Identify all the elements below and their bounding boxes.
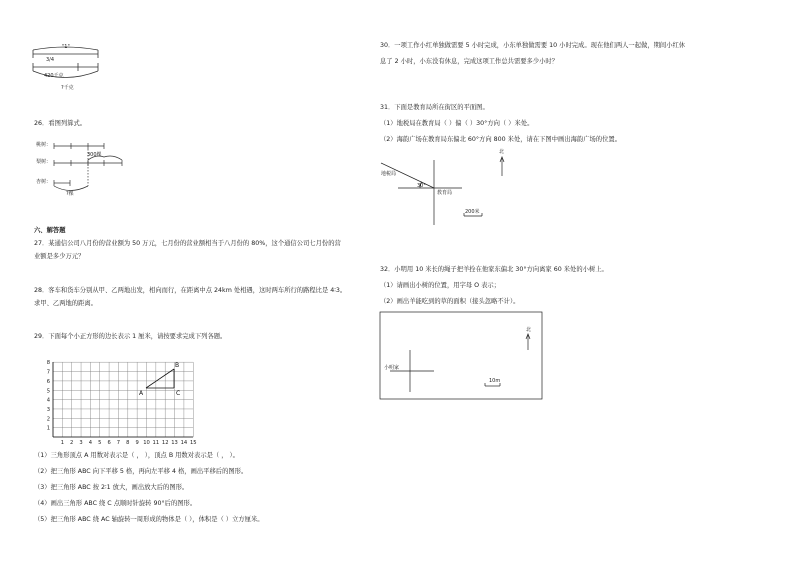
y-tick-label: 7 [46, 369, 50, 376]
y-tick-label: 6 [46, 378, 50, 385]
q32-map-box [0, 0, 1, 1]
x-tick-label: 6 [107, 440, 111, 446]
q30-line-2: 息了 2 小时，小东没有休息，完成这项工作总共需要多少小时？ [380, 58, 559, 65]
q31-scale-label: 200米 [465, 209, 480, 215]
q32-north-label: 北 [526, 327, 532, 333]
q27-line-2: 业额是多少万元？ [34, 253, 85, 260]
x-tick-label: 1 [60, 440, 65, 446]
q26-row-apricot: 杏树： [36, 179, 52, 185]
q29-item-3: （3）把三角形 ABC 按 2∶1 放大，画出放大后的图形。 [34, 484, 189, 491]
q31-north-label: 北 [499, 149, 505, 155]
q29-title: 29．下面每个小正方形的边长表示 1 厘米，请按要求完成下列各题。 [34, 333, 227, 340]
section-6-heading: 六、解答题 [34, 227, 66, 234]
x-tick-label: 10 [143, 440, 150, 446]
fig-label-whole: "1" [62, 44, 70, 50]
q31-item-1: （1）地税局在教育局（ ）偏（ ）30°方向（ ）米处。 [380, 120, 534, 127]
fig-label-weight: 420千克 [44, 73, 64, 79]
x-tick-label: 12 [161, 440, 169, 446]
y-tick-label: 5 [46, 388, 50, 395]
q32-title: 32．小明用 10 米长的绳子把羊拴在他家东偏北 30°方向离家 60 米处的小树上。 [380, 266, 608, 273]
q32-item-1: （1）请画出小树的位置，用字母 O 表示； [380, 282, 501, 289]
triangle-side-ab [146, 369, 174, 388]
q26-amount-label: 300棵 [87, 152, 102, 158]
q30-line-1: 30．一项工作小红单独做需要 5 小时完成，小东单独做需要 10 小时完成。现在他们两人一起做，期间小红休 [380, 42, 686, 49]
y-tick-label: 4 [46, 397, 50, 404]
q28-line-1: 28．客车和货车分别从甲、乙两地出发，相向而行，在距离中点 24km 处相遇，这时两车所行的路程比是 4∶3。 [34, 287, 347, 294]
x-tick-label: 11 [152, 440, 160, 446]
q26-unknown-label: ?棵 [66, 191, 74, 197]
q31-item-2: （2）海韵广场在教育局东偏北 60°方向 800 米处，请在下图中画出海韵广场的位置。 [380, 136, 621, 143]
q29-item-2: （2）把三角形 ABC 向下平移 5 格，再向左平移 4 格，画出平移后的图形。 [34, 468, 248, 475]
q26-row-peach: 桃树： [36, 142, 52, 148]
q31-title: 31．下面是教育局所在街区的平面图。 [380, 104, 489, 111]
q32-item-2: （2）画出羊能吃到的草的面积（接头忽略不计）。 [380, 298, 520, 305]
x-tick-label: 5 [98, 440, 102, 446]
x-tick-label: 3 [79, 440, 83, 446]
q29-item-1: （1）三角形顶点 A 用数对表示是（ ， ），顶点 B 用数对表示是（ ， ）。 [34, 452, 239, 459]
x-tick-label: 7 [116, 440, 121, 446]
point-b-label: B [175, 362, 180, 369]
q29-item-4: （4）画出三角形 ABC 绕 C 点顺时针旋转 90°后的图形。 [34, 500, 197, 507]
point-c-label: C [176, 390, 181, 397]
x-tick-label: 14 [180, 440, 188, 446]
q27-line-1: 27．某通信公司八月份的营业额为 50 万元，七月份的营业额相当于八月份的 80%，这个通信公司七月份的营 [34, 240, 341, 247]
x-tick-label: 13 [171, 440, 178, 446]
q31-tax-bureau-label: 地税局 [381, 171, 397, 177]
x-tick-label: 9 [135, 440, 139, 446]
q32-home-label: 小明家 [384, 365, 400, 371]
point-a-label: A [139, 390, 144, 397]
q28-line-2: 求甲、乙两地的距离。 [34, 300, 97, 307]
y-tick-label: 2 [46, 416, 50, 423]
x-tick-label: 15 [189, 440, 197, 446]
fig-label-fraction: 3/4 [46, 57, 55, 63]
q26-title: 26．看图列算式。 [34, 120, 87, 127]
q29-item-5: （5）把三角形 ABC 绕 AC 轴旋转一周形成的物体是（ ），体积是（ ）立方厘米。 [34, 516, 264, 523]
x-tick-label: 2 [70, 440, 74, 446]
y-tick-label: 3 [46, 406, 50, 413]
x-tick-label: 4 [88, 440, 93, 446]
q31-angle-label: 30° [417, 183, 426, 189]
fig-label-unknown: ?千克 [61, 85, 74, 91]
q26-row-pear: 梨树： [36, 159, 52, 165]
y-tick-label: 1 [46, 425, 50, 432]
y-tick-label: 8 [46, 360, 50, 367]
q31-edu-bureau-label: 教育局 [437, 190, 453, 196]
x-tick-label: 8 [126, 440, 130, 446]
q32-scale-label: 10m [489, 378, 501, 384]
